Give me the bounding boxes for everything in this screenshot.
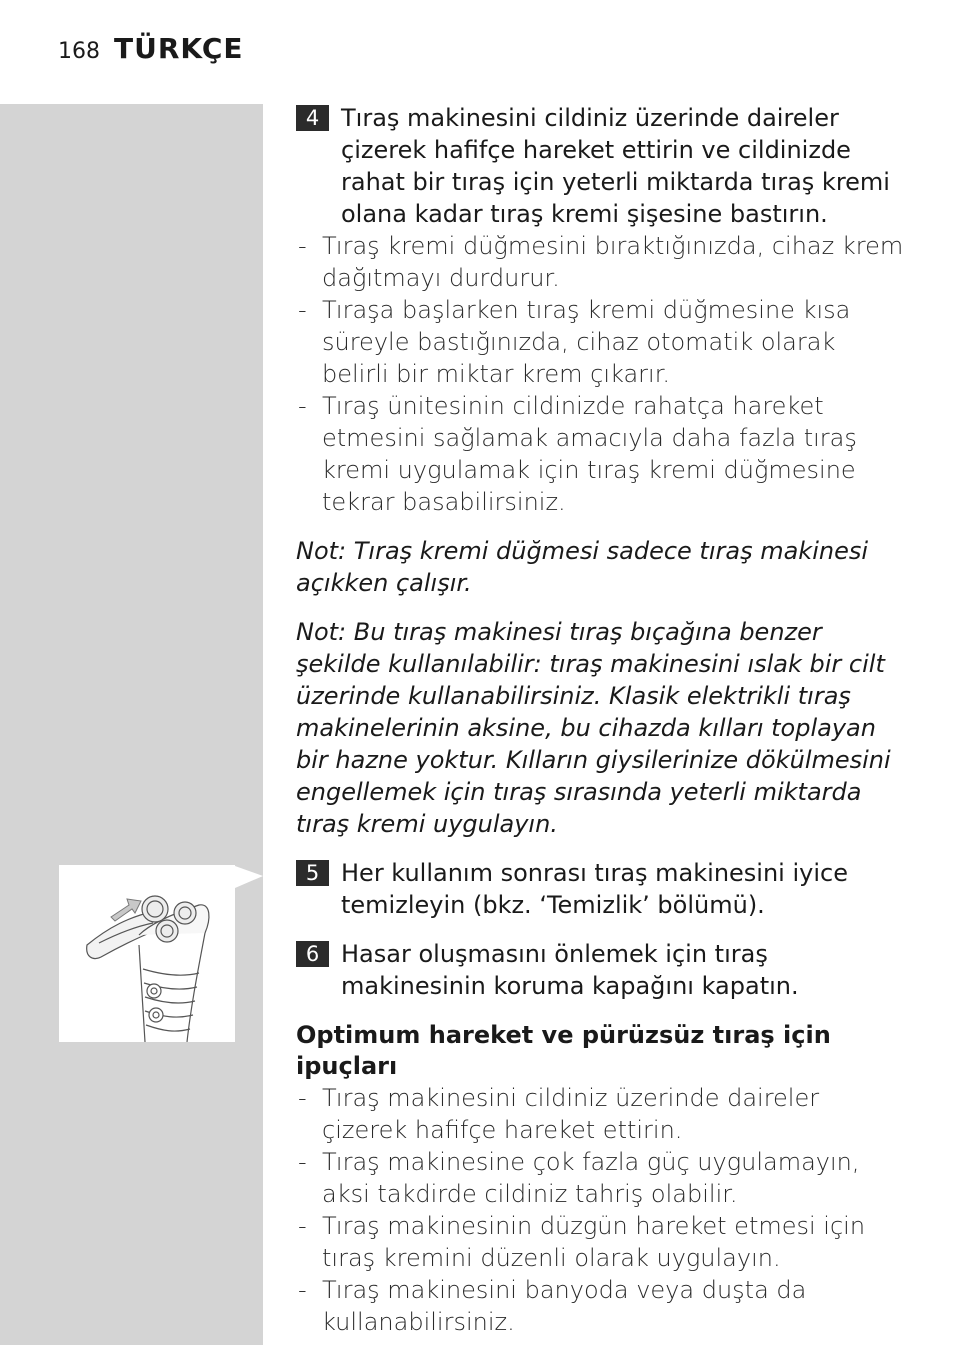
note-2: Not: Bu tıraş makinesi tıraş bıçağına benzer şekilde kullanılabilir: tıraş makinesini ıslak bir cilt üzerinde kullanabilirsiniz. Klasik elektrikli tıraş makinelerinin aksine, bu cihazda kılları toplayan bir hazne yoktur. Kılların giysilerinize dökülmesini engellemek için tıraş sırasında yeterli miktarda tıraş kremi uygulayın.	[296, 618, 891, 838]
main-content	[296, 102, 906, 1338]
shaver-illustration	[59, 865, 235, 1042]
list-item: - Tıraşa başlarken tıraş kremi düğmesine kısa süreyle bastığınızda, cihaz otomatik olarak belirli bir miktar krem çıkarır.	[298, 296, 851, 388]
note-1: Not: Tıraş kremi düğmesi sadece tıraş makinesi açıkken çalışır.	[296, 537, 869, 597]
shaver-protection-cap-icon	[59, 865, 235, 1042]
tips-heading: Optimum hareket ve pürüzsüz tıraş için ipuçları	[296, 1021, 831, 1080]
step-text: Hasar oluşmasını önlemek için tıraş makinesinin koruma kapağını kapatın.	[341, 940, 799, 1000]
list-item: - Tıraş makinesini cildiniz üzerinde daireler çizerek hafifçe hareket ettirin.	[298, 1084, 820, 1144]
step-text: Her kullanım sonrası tıraş makinesini iyice temizleyin (bkz. ‘Temizlik’ bölümü).	[341, 859, 848, 919]
step-6	[296, 938, 906, 1002]
step-5	[296, 857, 906, 921]
page-header	[58, 32, 244, 76]
step-number: 4	[296, 105, 329, 131]
step-4-bullets	[296, 230, 906, 518]
bullet-dash: -	[298, 296, 307, 324]
language-title: TÜRKÇE	[114, 32, 244, 65]
list-item: - Tıraş makinesini banyoda veya duşta da kullanabilirsiniz.	[298, 1276, 807, 1336]
step-text: Tıraş makinesini cildiniz üzerinde daireler çizerek hafifçe hareket ettirin ve cildinizde rahat bir tıraş için yeterli miktarda tıraş kremi olana kadar tıraş kremi şişesine bastırın.	[341, 104, 890, 228]
step-4	[296, 102, 906, 230]
illustration-pointer	[235, 866, 263, 888]
page-number: 168	[58, 39, 100, 64]
bullet-dash: -	[298, 392, 307, 420]
bullet-dash: -	[298, 1148, 307, 1176]
margin-band	[0, 104, 263, 1345]
list-item: - Tıraş ünitesinin cildinizde rahatça hareket etmesini sağlamak amacıyla daha fazla tıraş kremi uygulamak için tıraş kremi düğmesine tekrar basabilirsiniz.	[298, 392, 857, 516]
step-number: 6	[296, 941, 329, 967]
bullet-dash: -	[298, 1212, 307, 1240]
list-item: - Tıraş makinesinin düzgün hareket etmesi için tıraş kremini düzenli olarak uygulayın.	[298, 1212, 866, 1272]
bullet-dash: -	[298, 232, 307, 260]
bullet-dash: -	[298, 1276, 307, 1304]
tips-list	[296, 1082, 906, 1338]
list-item: - Tıraş makinesine çok fazla güç uygulamayın, aksi takdirde cildiniz tahriş olabilir.	[298, 1148, 860, 1208]
step-number: 5	[296, 860, 329, 886]
list-item: - Tıraş kremi düğmesini bıraktığınızda, cihaz krem dağıtmayı durdurur.	[298, 232, 904, 292]
bullet-dash: -	[298, 1084, 307, 1112]
